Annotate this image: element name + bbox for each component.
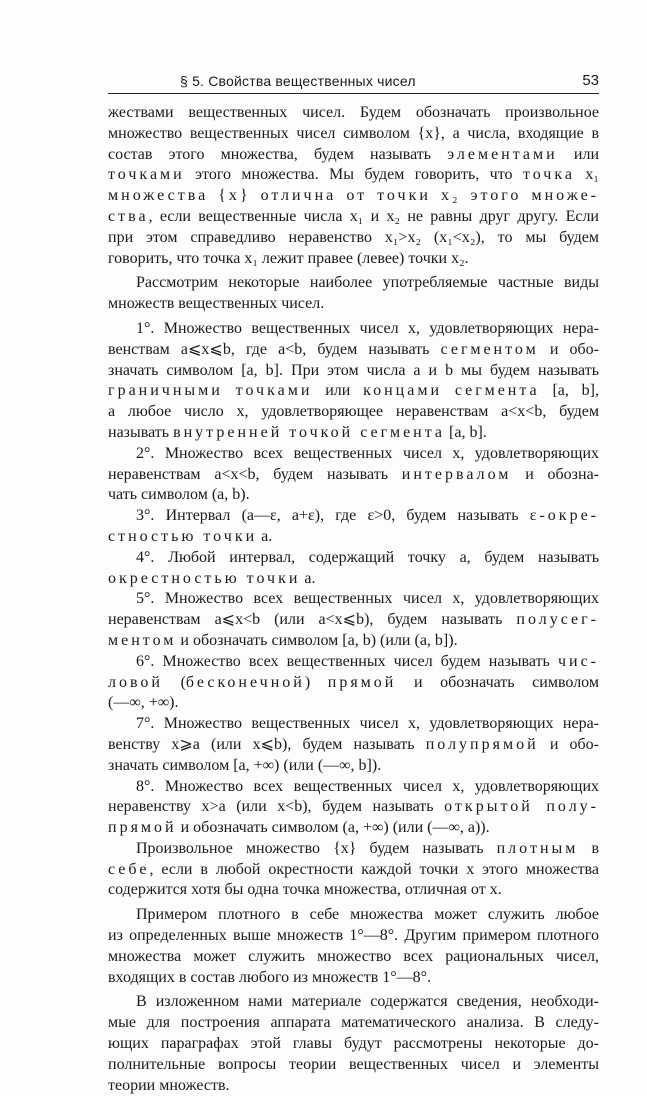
text-line xyxy=(108,527,599,548)
text-line xyxy=(108,905,599,926)
text-run: этого множества. Мы будем говорить, что xyxy=(184,166,523,184)
text-run: и обо- xyxy=(538,735,599,753)
text-line xyxy=(108,714,599,735)
running-header xyxy=(108,71,599,94)
text-run: Произвольное множество {x} будем называть xyxy=(136,839,497,857)
spaced-term: ловой xyxy=(108,673,163,691)
text-line xyxy=(108,319,599,340)
text-line xyxy=(108,381,599,402)
text-line xyxy=(108,693,599,714)
text-line xyxy=(108,947,599,968)
text-line xyxy=(108,294,599,315)
text-line xyxy=(108,165,599,186)
text-run: a. xyxy=(257,527,273,545)
text-line xyxy=(108,273,599,294)
text-run: , если в любой окрестности каждой точки x этого множества xyxy=(149,860,599,878)
text-line xyxy=(108,610,599,631)
text-line xyxy=(108,631,599,652)
text-run: и обозна- xyxy=(511,465,599,483)
text-run: и обо- xyxy=(538,340,600,358)
spaced-term: сегментом xyxy=(440,340,539,358)
text-line xyxy=(108,777,599,798)
text-run: [a, b], xyxy=(539,382,600,400)
text-line xyxy=(108,735,599,756)
spaced-term: сегмента xyxy=(454,382,540,400)
spaced-term: концами xyxy=(363,382,442,400)
text-line xyxy=(108,145,599,166)
spaced-term: точка xyxy=(522,166,575,184)
text-line xyxy=(108,569,599,590)
spaced-term: ства xyxy=(108,207,149,225)
spaced-term: прямой xyxy=(327,673,397,691)
text-run: Рассмотрим некоторые наиболее употребляемые частные виды xyxy=(136,274,599,292)
text-run: В изложенном нами материале содержатся сведения, необходи- xyxy=(136,993,599,1011)
text-line xyxy=(108,444,599,465)
text-line xyxy=(108,361,599,382)
text-run: или xyxy=(312,382,364,400)
text-line xyxy=(108,1076,599,1096)
spaced-term: бесконечной xyxy=(185,673,305,691)
text-run: в xyxy=(578,839,599,857)
text-line xyxy=(108,249,599,270)
spaced-term: окрестностью точки xyxy=(108,569,301,587)
text-run: значать символом [a, b]. При этом числа a и b мы будем называть xyxy=(108,361,599,379)
text-line xyxy=(108,818,599,839)
text-line xyxy=(108,465,599,486)
text-run: неравенствам a<x<b, будем называть xyxy=(108,465,402,483)
spaced-term: полусег- xyxy=(516,611,599,629)
text-run: 2°. Множество всех вещественных чисел x, удовлетворяющих xyxy=(136,444,599,462)
text-run: полнительные вопросы теории вещественных чисел и элементы xyxy=(108,1055,599,1073)
text-line xyxy=(108,485,599,506)
text-run: венствам a⩽x⩽b, где a<b, будем называть xyxy=(108,340,441,358)
text-run: 1°. Множество вещественных чисел x, удовлетворяющих нера- xyxy=(136,319,599,337)
spaced-term: ментом xyxy=(108,631,177,649)
text-line xyxy=(108,968,599,989)
text-line xyxy=(108,652,599,673)
text-line xyxy=(108,839,599,860)
spaced-term: точками xyxy=(108,166,185,184)
text-line xyxy=(108,103,599,124)
text-run: и обозначать символом xyxy=(396,673,599,691)
text-run: 7°. Множество вещественных чисел x, удовлетворяющих нера- xyxy=(136,715,599,733)
text-line xyxy=(108,124,599,145)
spaced-term: чис- xyxy=(557,652,599,670)
text-line xyxy=(108,340,599,361)
page-body xyxy=(108,103,599,1096)
spaced-term: граничными xyxy=(108,382,223,400)
text-run xyxy=(442,382,455,399)
text-run: 6°. Множество всех вещественных чисел будем называть xyxy=(136,652,558,670)
spaced-term: открытой полу- xyxy=(444,798,599,816)
text-line xyxy=(108,589,599,610)
text-run: ) xyxy=(304,673,328,691)
text-run: теории множеств. xyxy=(108,1076,230,1094)
text-run: и обозначать символом (a, +∞) (или (—∞, a)). xyxy=(176,819,490,837)
text-run: при этом справедливо неравенство x₁>x₂ (x₁<x₂), то мы будем xyxy=(108,228,599,246)
spaced-term: стностью точки xyxy=(108,527,258,545)
text-run: неравенству x>a (или x<b), будем называть xyxy=(108,798,445,816)
spaced-term: плотным xyxy=(496,839,579,857)
spaced-term: полупрямой xyxy=(425,735,539,753)
section-title: § 5. Свойства вещественных чисел xyxy=(180,73,416,89)
spaced-term: себе xyxy=(108,860,150,878)
text-run: или xyxy=(557,145,600,163)
text-run: венству x⩾a (или x⩽b), будем называть xyxy=(108,735,426,753)
text-line xyxy=(108,926,599,947)
text-run: и обозначать символом [a, b) (или (a, b]). xyxy=(176,631,458,649)
text-run xyxy=(223,382,236,399)
text-line xyxy=(108,992,599,1013)
text-line xyxy=(108,860,599,881)
text-run: называть xyxy=(108,423,174,441)
text-line xyxy=(108,228,599,249)
text-run: a. xyxy=(300,569,316,587)
text-run: неравенствам a⩽x<b (или a<x⩽b), будем называть xyxy=(108,611,517,629)
page-number: 53 xyxy=(582,72,599,89)
text-run: значать символом [a, +∞) (или (—∞, b]). xyxy=(108,756,382,774)
text-line xyxy=(108,506,599,527)
text-run: жествами вещественных чисел. Будем обозначать произвольное xyxy=(108,104,599,121)
text-line xyxy=(108,186,599,207)
text-run: содержится хотя бы одна точка множества, отличная от x. xyxy=(108,881,502,899)
text-line xyxy=(108,880,599,901)
spaced-term: ε-окре- xyxy=(529,507,599,525)
text-run: а любое число x, удовлетворяющее неравенствам a<x<b, будем xyxy=(108,403,599,421)
text-line xyxy=(108,548,599,569)
text-run: 3°. Интервал (a—ε, a+ε), где ε>0, будем называть xyxy=(136,507,530,525)
text-run: множество вещественных чисел символом {x}, а числа, входящие в xyxy=(108,124,599,142)
text-run: Примером плотного в себе множества может служить любое xyxy=(136,906,599,924)
text-run: 8°. Множество всех вещественных чисел x, удовлетворяющих xyxy=(136,777,599,795)
text-line xyxy=(108,423,599,444)
text-line xyxy=(108,1034,599,1055)
text-run: мые для построения аппарата математического анализа. В следу- xyxy=(108,1014,599,1032)
text-run: 4°. Любой интервал, содержащий точку a, будем называть xyxy=(136,548,599,566)
spaced-term: множества {x} отлична от точки x₂ этого множе- xyxy=(108,187,599,205)
text-run: (—∞, +∞). xyxy=(108,694,179,712)
text-run: , если вещественные числа x₁ и x₂ не равны друг другу. Если xyxy=(148,207,599,225)
text-run: [a, b]. xyxy=(445,423,487,441)
spaced-term: точками xyxy=(235,382,313,400)
text-run: входящих в состав любого из множеств 1°—8°. xyxy=(108,968,432,986)
spaced-term: внутренней точкой сегмента xyxy=(173,423,446,441)
text-run: 5°. Множество всех вещественных чисел x, удовлетворяющих xyxy=(136,590,599,608)
text-run: состав этого множества, будем называть xyxy=(108,145,448,163)
text-run: множества может служить множество всех рациональных чисел, xyxy=(108,947,599,965)
spaced-term: прямой xyxy=(108,819,177,837)
text-line xyxy=(108,402,599,423)
text-line xyxy=(108,673,599,694)
text-run: ющих параграфах этой главы будут рассмотрены некоторые до- xyxy=(108,1035,599,1053)
spaced-term: элементами xyxy=(447,145,558,163)
text-line xyxy=(108,207,599,228)
text-line xyxy=(108,1013,599,1034)
text-line xyxy=(108,756,599,777)
text-line xyxy=(108,1055,599,1076)
text-run: множеств вещественных чисел. xyxy=(108,295,325,313)
text-run: x₁ xyxy=(574,166,599,184)
text-run: чать символом (a, b). xyxy=(108,486,250,504)
text-run: из определенных выше множеств 1°—8°. Другим примером плотного xyxy=(108,927,599,945)
text-run: говорить, что точка x₁ лежит правее (левее) точки x₂. xyxy=(108,249,469,267)
text-line xyxy=(108,797,599,818)
text-run: ( xyxy=(163,673,186,691)
spaced-term: интервалом xyxy=(401,465,512,483)
